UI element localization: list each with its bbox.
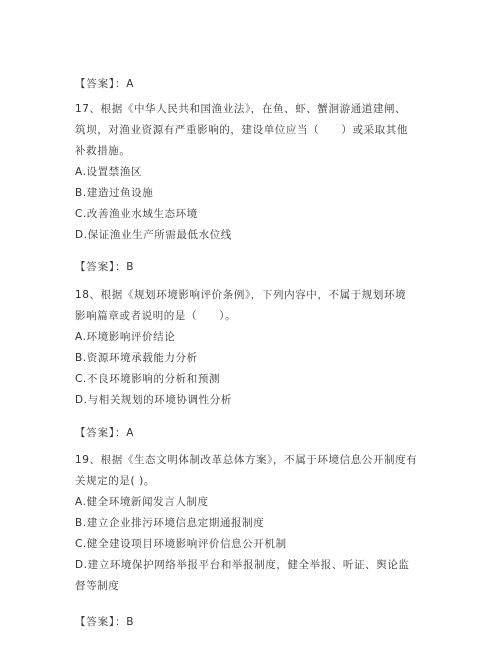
question-17-option-b: B.建造过鱼设施	[75, 187, 154, 199]
question-17-stem-line-1: 17、根据《中华人民共和国渔业法》，在鱼、虾、蟹洄游通道建闸、	[75, 103, 407, 115]
question-17-stem-line-3: 补救措施。	[75, 145, 131, 157]
question-19-option-c: C.健全建设项目环境影响评价信息公开机制	[75, 538, 287, 550]
question-19-stem-line-1: 19、根据《生态文明体制改革总体方案》，不属于环境信息公开制度有	[75, 454, 418, 466]
question-17-stem-line-2: 筑坝，对渔业资源有严重影响的，建设单位应当（ ）或采取其他	[75, 124, 408, 136]
question-19-stem-line-2: 关规定的是( )。	[75, 475, 155, 487]
answer-line: 【答案】：B	[75, 616, 135, 628]
question-17-option-a: A.设置禁渔区	[75, 166, 143, 178]
question-17-option-d: D.保证渔业生产所需最低水位线	[75, 229, 232, 241]
question-19-option-b: B.建立企业排污环境信息定期通报制度	[75, 517, 265, 529]
question-17-option-c: C.改善渔业水域生态环境	[75, 208, 198, 220]
question-18-option-a: A.环境影响评价结论	[75, 331, 176, 343]
question-18-option-c: C.不良环境影响的分析和预测	[75, 373, 221, 385]
answer-line: 【答案】：B	[75, 261, 135, 273]
question-18-option-b: B.资源环境承载能力分析	[75, 352, 198, 364]
question-19-option-d-line-1: D.建立环境保护网络举报平台和举报制度，健全举报、听证、舆论监	[75, 559, 410, 571]
question-19-option-d-line-2: 督等制度	[75, 580, 120, 592]
question-18-option-d: D.与相关规划的环境协调性分析	[75, 394, 232, 406]
question-18-stem-line-1: 18、根据《规划环境影响评价条例》，下列内容中，不属于规划环境	[75, 289, 407, 301]
question-19-option-a: A.健全环境新闻发言人制度	[75, 496, 209, 508]
answer-line: 【答案】：A	[75, 427, 135, 439]
question-18-stem-line-2: 影响篇章或者说明的是（ ）。	[75, 310, 237, 322]
answer-line: 【答案】：A	[75, 78, 135, 90]
